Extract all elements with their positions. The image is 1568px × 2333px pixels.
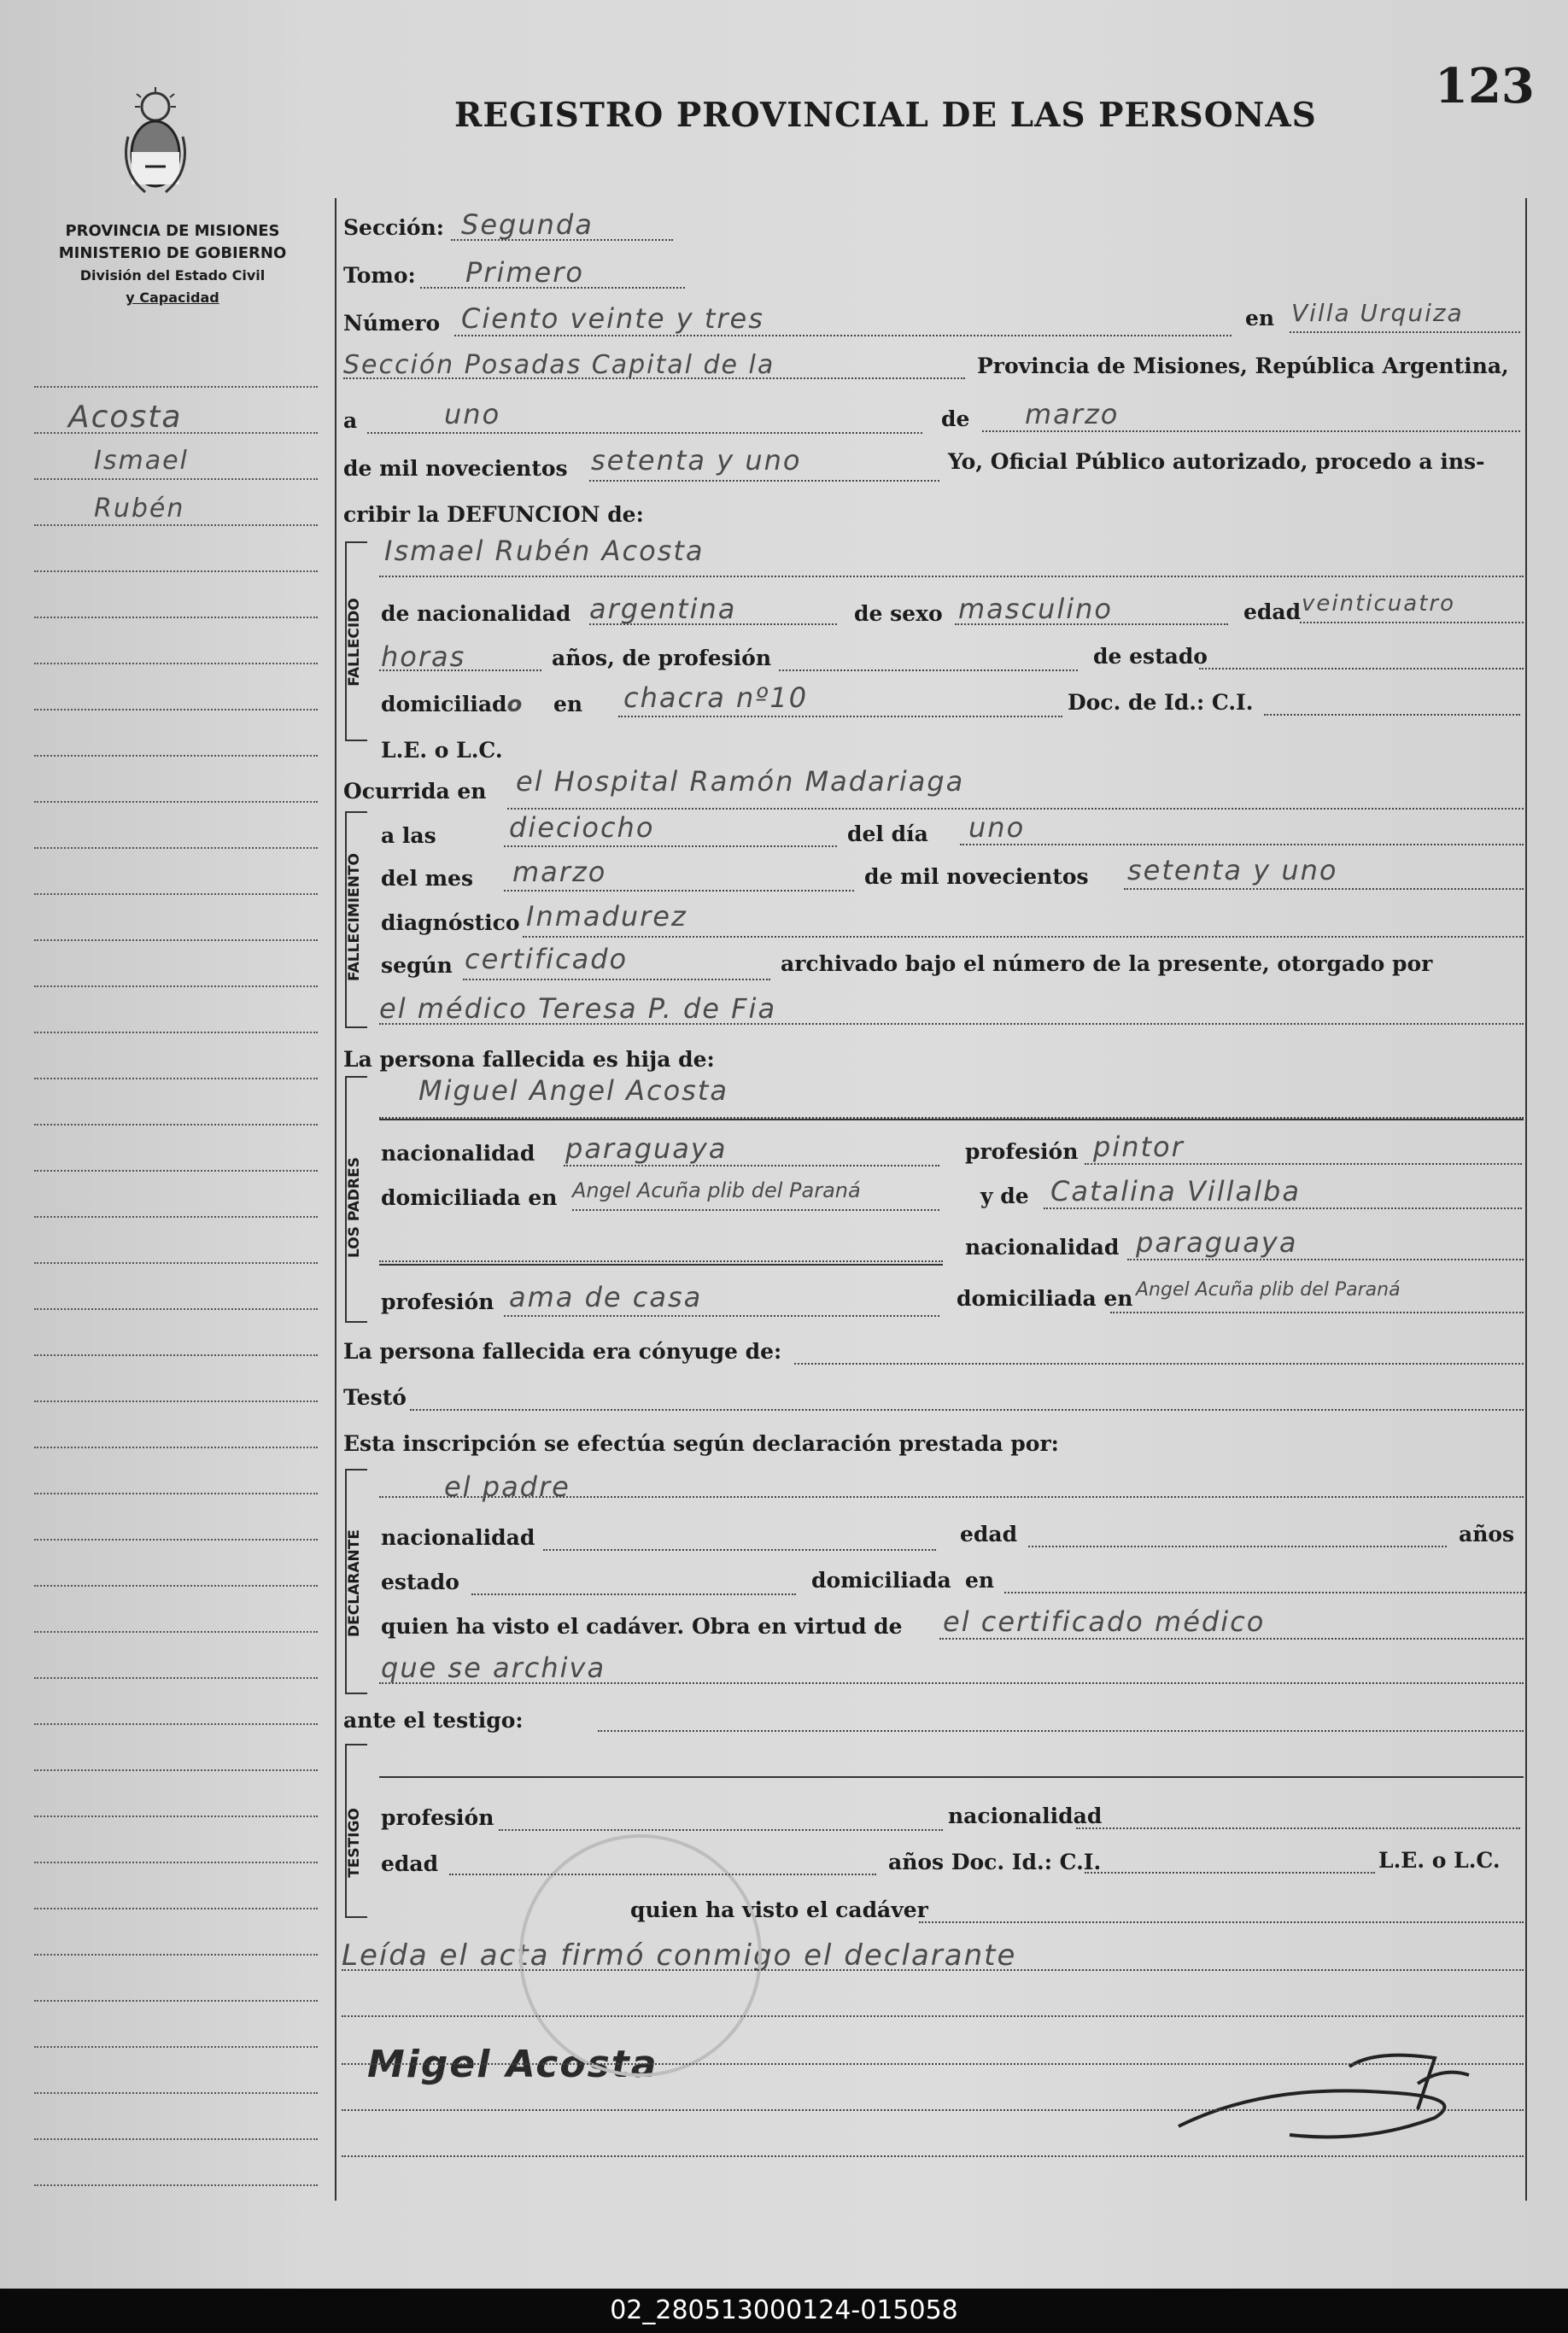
diagnostico-label: diagnóstico <box>381 910 520 935</box>
edad-value: veinticuatro <box>1302 591 1455 617</box>
margin-rule <box>34 2000 318 2002</box>
de-label: de <box>941 406 970 431</box>
ocurrida-value: el Hospital Ramón Madariaga <box>516 765 965 798</box>
mil-nov2-label: de mil novecientos <box>864 864 1089 889</box>
ocurrida-label: Ocurrida en <box>343 779 487 804</box>
mil-novecientos-label: de mil novecientos <box>343 456 568 481</box>
madre-nac-value: paraguaya <box>1136 1226 1298 1259</box>
margin-rule <box>34 801 318 803</box>
testigo-visto-label: quien ha visto el cadáver <box>630 1897 928 1922</box>
form-dotted-line <box>463 979 770 980</box>
faded-seal-icon <box>512 1827 769 2084</box>
margin-rule <box>34 1954 318 1956</box>
form-dotted-line <box>367 432 922 434</box>
fallecimiento-tab: FALLECIMIENTO <box>346 852 363 982</box>
dia-fallec-value: uno <box>968 811 1026 844</box>
declarante-tab: DECLARANTE <box>346 1529 363 1637</box>
margin-rule <box>34 1539 318 1541</box>
margin-rule <box>34 1816 318 1817</box>
en-label-2: en <box>553 692 583 716</box>
hora-value: dieciocho <box>509 811 655 844</box>
form-dotted-line <box>451 239 673 241</box>
image-caption: 02_280513000124-015058 <box>0 2289 1568 2333</box>
nacionalidad-label: de nacionalidad <box>381 601 571 626</box>
padre-nac-value: paraguaya <box>565 1132 728 1165</box>
doc-id-label: Doc. de Id.: C.I. <box>1068 690 1254 715</box>
conyuge-label: La persona fallecida era cónyuge de: <box>343 1339 782 1364</box>
cribir-label: cribir la DEFUNCION de: <box>343 502 644 527</box>
margin-rule <box>34 1862 318 1863</box>
form-dotted-line <box>1290 331 1520 333</box>
form-solid-line <box>379 1264 943 1266</box>
madre-dom-value: Angel Acuña plib del Paraná <box>1136 1279 1401 1301</box>
declarante-anos-label: años <box>1459 1522 1515 1547</box>
form-dotted-line <box>1085 1872 1375 1874</box>
form-dotted-line <box>779 669 1078 671</box>
sexo-value: masculino <box>958 593 1113 625</box>
form-dotted-line <box>379 1496 1524 1498</box>
form-dotted-line <box>454 335 1232 336</box>
a-label: a <box>343 408 358 433</box>
declarante-value: el padre <box>444 1471 570 1503</box>
form-dotted-line <box>379 576 1524 577</box>
form-dotted-line <box>499 1829 943 1831</box>
form-dotted-line <box>589 480 939 482</box>
form-dotted-line <box>939 1638 1524 1640</box>
archivado-label: archivado bajo el número de la presente, otorgado por <box>781 951 1433 976</box>
margin-rule <box>34 663 318 664</box>
diagnostico-value: Inmadurez <box>526 900 687 933</box>
anos-profesion-label: años, de profesión <box>552 646 772 670</box>
margin-rule <box>34 1585 318 1587</box>
margin-rule <box>34 1400 318 1402</box>
ante-testigo-label: ante el testigo: <box>343 1708 524 1733</box>
form-dotted-line <box>1028 1546 1447 1547</box>
declarante-en-label: en <box>965 1568 995 1593</box>
margin-rule <box>34 478 318 480</box>
margin-rule <box>34 755 318 757</box>
margin-rule <box>34 985 318 987</box>
testigo-le-label: L.E. o L.C. <box>1378 1848 1501 1873</box>
declarante-edad-label: edad <box>960 1522 1018 1547</box>
form-dotted-line <box>523 936 1524 938</box>
agency-ministry: MINISTERIO DE GOBIERNO <box>58 244 287 262</box>
form-dotted-line <box>342 2063 1524 2065</box>
form-dotted-line <box>589 623 837 625</box>
margin-rule <box>34 1908 318 1909</box>
form-dotted-line <box>1124 888 1524 890</box>
margin-rule <box>34 1769 318 1771</box>
padre-prof-value: pintor <box>1093 1131 1185 1163</box>
form-dotted-line <box>1076 1827 1520 1829</box>
form-dotted-line <box>564 1165 939 1166</box>
provincia-label: Provincia de Misiones, República Argentina, <box>977 354 1509 378</box>
margin-first-name: Ismael <box>94 446 189 476</box>
form-dotted-line <box>342 2109 1524 2111</box>
sexo-label: de sexo <box>854 601 943 626</box>
madre-prof-value: ama de casa <box>509 1281 703 1313</box>
form-dotted-line <box>1085 1163 1522 1165</box>
margin-rule <box>34 570 318 572</box>
form-dotted-line <box>379 669 541 671</box>
form-dotted-line <box>1044 1207 1522 1209</box>
document-title: REGISTRO PROVINCIAL DE LAS PERSONAS <box>454 96 1317 135</box>
padre-nac-label: nacionalidad <box>381 1141 535 1166</box>
declarante-estado-label: estado <box>381 1570 459 1594</box>
margin-rule <box>34 1262 318 1264</box>
margin-rule <box>34 709 318 710</box>
tomo-label: Tomo: <box>343 263 416 288</box>
oficial-label: Yo, Oficial Público autorizado, procedo a ins- <box>948 449 1485 474</box>
form-dotted-line <box>982 430 1520 432</box>
agency-province: PROVINCIA DE MISIONES <box>65 222 280 240</box>
margin-panel <box>26 367 325 2203</box>
margin-rule <box>34 2046 318 2048</box>
form-dotted-line <box>572 1209 939 1211</box>
form-dotted-line <box>1127 1259 1524 1260</box>
madre-dom-label: domiciliada en <box>957 1286 1133 1311</box>
margin-rule <box>34 2092 318 2094</box>
form-dotted-line <box>598 1730 1524 1732</box>
margin-rule <box>34 939 318 941</box>
form-dotted-line <box>1199 668 1524 669</box>
margin-rule <box>34 1124 318 1126</box>
margin-rule <box>34 2184 318 2186</box>
form-dotted-line <box>343 377 965 379</box>
form-dotted-line <box>1110 1312 1524 1313</box>
form-dotted-line <box>420 287 685 289</box>
lugar2-value: Sección Posadas Capital de la <box>343 350 775 380</box>
hora-label: a las <box>381 823 436 848</box>
quien-visto-label: quien ha visto el cadáver. Obra en virtud de <box>381 1614 903 1639</box>
domicilio-value: chacra nº10 <box>623 681 809 714</box>
mes-fallec-label: del mes <box>381 866 474 891</box>
mes-fallec-value: marzo <box>512 856 607 888</box>
testigo-tab: TESTIGO <box>346 1808 363 1878</box>
domiciliad-suffix: o <box>506 692 524 717</box>
agency-block <box>19 220 326 309</box>
margin-rule <box>34 617 318 618</box>
anio-fallec-value: setenta y uno <box>1127 854 1338 886</box>
anio-value: setenta y uno <box>591 444 802 477</box>
form-dotted-line <box>960 844 1524 845</box>
testo-label: Testó <box>343 1385 407 1410</box>
testigo-nac-label: nacionalidad <box>948 1804 1103 1828</box>
padre-value: Miguel Angel Acosta <box>418 1074 728 1107</box>
padre-dom-value: Angel Acuña plib del Paraná <box>572 1178 861 1202</box>
seccion-value: Segunda <box>461 208 594 241</box>
margin-rule <box>34 847 318 849</box>
form-dotted-line <box>342 2015 1524 2017</box>
margin-rule <box>34 1723 318 1725</box>
domiciliad-label <box>381 692 524 717</box>
padre-prof-label: profesión <box>965 1139 1079 1164</box>
form-solid-line <box>379 1119 1524 1120</box>
dia-value: uno <box>444 398 501 430</box>
tomo-value: Primero <box>465 256 584 289</box>
margin-surname: Acosta <box>68 400 183 435</box>
margin-second-name: Rubén <box>94 494 185 523</box>
hija-de-label: La persona fallecida es hija de: <box>343 1047 715 1072</box>
form-dotted-line <box>543 1549 936 1551</box>
margin-rule <box>34 1216 318 1218</box>
form-dotted-line <box>379 1682 1524 1684</box>
padre-dom-label: domiciliada en <box>381 1185 558 1210</box>
domiciliad-text: domiciliad <box>381 692 507 716</box>
numero-value: Ciento veinte y tres <box>461 302 764 335</box>
estado-label: de estado <box>1093 644 1208 669</box>
page-number: 123 <box>1435 58 1535 114</box>
margin-rule <box>34 1032 318 1033</box>
declarante-dom-label: domiciliada <box>811 1568 951 1593</box>
form-solid-line <box>379 1776 1524 1778</box>
testigo-edad-label: edad <box>381 1851 439 1876</box>
obra-virtud2-value: que se archiva <box>381 1652 606 1684</box>
form-dotted-line <box>507 808 1524 810</box>
mes-value: marzo <box>1025 398 1120 430</box>
form-dotted-line <box>342 2155 1524 2157</box>
testigo-prof-label: profesión <box>381 1805 494 1830</box>
form-dotted-line <box>379 1260 943 1262</box>
madre-prof-label: profesión <box>381 1289 494 1314</box>
coat-of-arms-icon <box>120 85 192 205</box>
agency-capacity: y Capacidad <box>126 289 219 306</box>
margin-rule <box>34 386 318 388</box>
margin-rule <box>34 1631 318 1633</box>
declarant-signature: Migel Acosta <box>367 2043 658 2086</box>
margin-rule <box>34 1493 318 1494</box>
form-dotted-line <box>919 1921 1524 1923</box>
margin-rule <box>34 1308 318 1310</box>
segun-label: según <box>381 953 453 978</box>
form-dotted-line <box>794 1363 1524 1365</box>
inscripcion-label: Esta inscripción se efectúa según declaración prestada por: <box>343 1431 1059 1456</box>
form-dotted-line <box>410 1409 1524 1411</box>
form-dotted-line <box>471 1593 796 1595</box>
margin-rule <box>34 1170 318 1172</box>
dia-fallec-label: del día <box>847 822 928 846</box>
le-lc-label: L.E. o L.C. <box>381 738 503 763</box>
margin-rule <box>34 1078 318 1079</box>
padres-tab: LOS PADRES <box>346 1157 363 1258</box>
form-dotted-line <box>1004 1592 1525 1593</box>
agency-division: División del Estado Civil <box>79 267 266 284</box>
margin-rule <box>34 893 318 895</box>
declarante-nac-label: nacionalidad <box>381 1525 535 1550</box>
seccion-label: Sección: <box>343 215 444 240</box>
nacionalidad-value: argentina <box>589 593 737 625</box>
en-label: en <box>1245 306 1275 330</box>
form-dotted-line <box>449 1874 876 1875</box>
y-de-label: y de <box>980 1184 1029 1208</box>
margin-rule <box>34 1677 318 1679</box>
margin-rule <box>34 1354 318 1356</box>
form-dotted-line <box>1264 714 1520 716</box>
margin-rule <box>34 2138 318 2140</box>
margin-rule <box>34 432 318 434</box>
madre-value: Catalina Villalba <box>1050 1175 1301 1207</box>
form-dotted-line <box>1300 622 1524 623</box>
official-signature-icon <box>1161 2032 1520 2161</box>
segun-value: certificado <box>465 943 629 975</box>
form-dotted-line <box>379 1023 1524 1025</box>
edad2-value: horas <box>381 640 466 673</box>
numero-label: Número <box>343 311 441 336</box>
form-dotted-line <box>504 890 854 892</box>
edad-label: edad <box>1243 599 1302 624</box>
form-dotted-line <box>618 716 1062 717</box>
obra-virtud-value: el certificado médico <box>943 1605 1266 1638</box>
margin-rule <box>34 1447 318 1448</box>
madre-nac-label: nacionalidad <box>965 1235 1120 1260</box>
nombre-value: Ismael Rubén Acosta <box>384 535 705 567</box>
lugar-value: Villa Urquiza <box>1291 299 1464 327</box>
form-dotted-line <box>504 1315 939 1317</box>
fallecido-tab: FALLECIDO <box>346 598 363 687</box>
form-dotted-line <box>342 1969 1524 1971</box>
testigo-doc-label: años Doc. Id.: C.I. <box>888 1850 1102 1874</box>
form-dotted-line <box>955 623 1228 625</box>
cierre-value: Leída el acta firmó conmigo el declarante <box>342 1938 1017 1973</box>
margin-rule <box>34 524 318 526</box>
otorgado-value: el médico Teresa P. de Fia <box>379 992 777 1025</box>
form-dotted-line <box>504 845 837 847</box>
